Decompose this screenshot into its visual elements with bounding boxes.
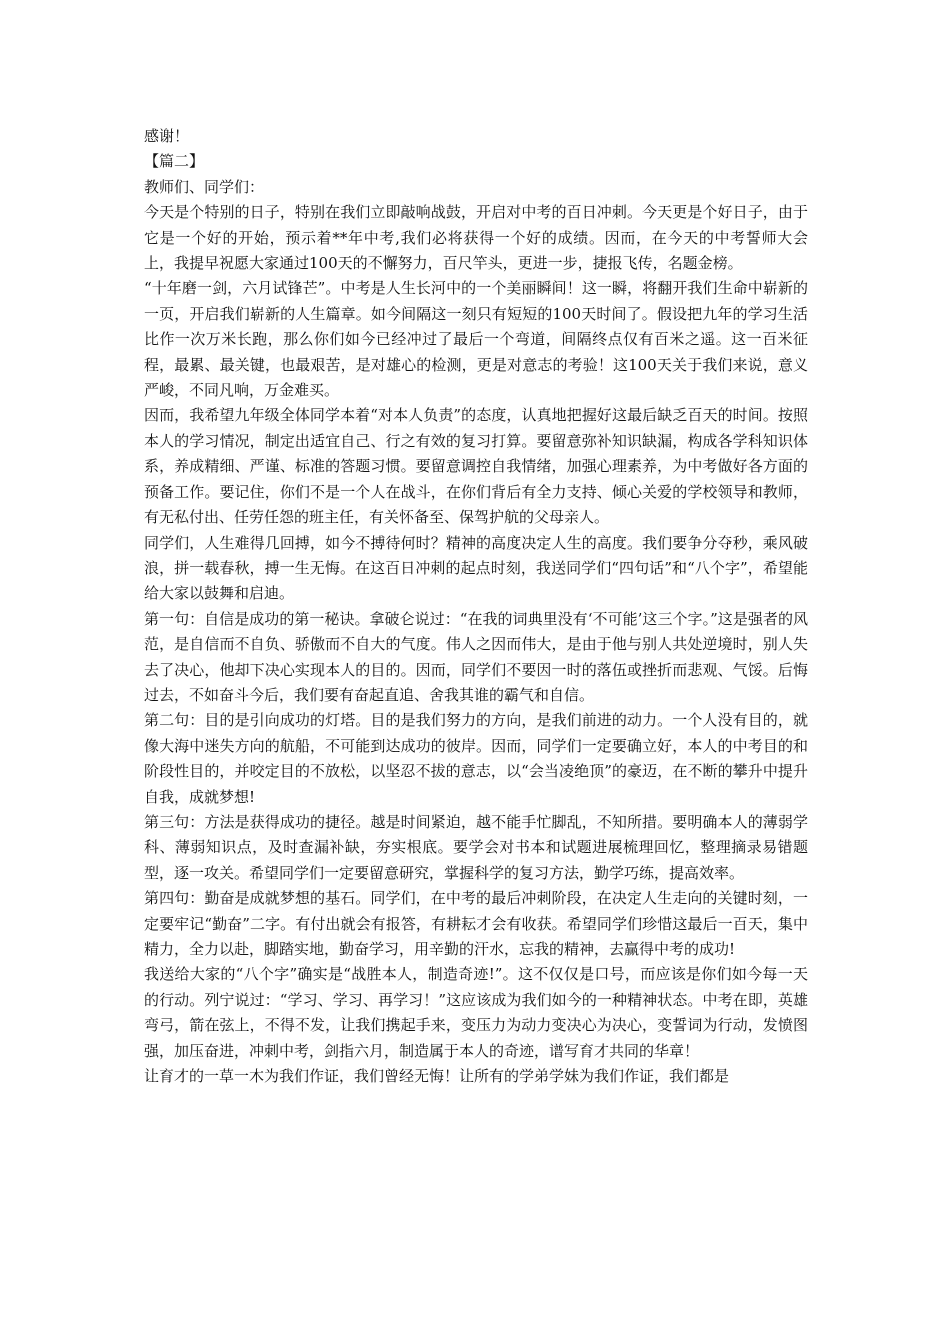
paragraph-hundred-days: “十年磨一剑，六月试锋芒”。中考是人生长河中的一个美丽瞬间！这一瞬，将翻开我们生命中崭新的一页，开启我们崭新的人生篇章。如今间隔这一刻只有短短的100天时间了。假设把九年的学习生活比作一次万米长跑，那么你们如今已经冲过了最后一个弯道，间隔终点仅有百米之遥。这一百米征程，最累、最关键，也最艰苦，是对雄心的检测，更是对意志的考验！这100天关于我们来说，意义严峻，不同凡响，万金难买。: [144, 279, 808, 400]
paragraph-fourth-sentence: 第四句：勤奋是成就梦想的基石。同学们，在中考的最后冲刺阶段，在决定人生走向的关键时刻，一定要牢记“勤奋”二字。有付出就会有报答，有耕耘才会有收获。希望同学们珍惜这最后一百天，集中精力，全力以赴，脚踏实地，勤奋学习，用辛勤的汗水，忘我的精神，去赢得中考的成功!: [144, 889, 808, 958]
paragraph-second-sentence: 第二句：目的是引向成功的灯塔。目的是我们努力的方向，是我们前进的动力。一个人没有目的，就像大海中迷失方向的航船，不可能到达成功的彼岸。因而，同学们一定要确立好，本人的中考目的和阶段性目的，并咬定目的不放松，以坚忍不拔的意志，以“会当凌绝顶”的豪迈，在不断的攀升中提升自我，成就梦想!: [144, 711, 808, 806]
paragraph-closing: 让育才的一草一木为我们作证，我们曾经无悔！让所有的学弟学妹为我们作证，我们都是: [144, 1067, 730, 1086]
salutation: 教师们、同学们：: [144, 177, 265, 196]
paragraph-intro: 今天是个特别的日子，特别在我们立即敲响战鼓，开启对中考的百日冲刺。今天更是个好日子，由于它是一个好的开始，预示着**年中考,我们必将获得一个好的成绩。因而，在今天的中考誓师大会上，我提早祝愿大家通过100天的不懈努力，百尺竿头，更进一步，捷报飞传，名题金榜。: [144, 203, 808, 273]
document-body: [144, 124, 808, 1089]
paragraph-thanks: 感谢！: [144, 127, 190, 145]
paragraph-responsibility: 因而，我希望九年级全体同学本着“对本人负责”的态度，认真地把握好这最后缺乏百天的时间。按照本人的学习情况，制定出适宜自己、行之有效的复习打算。要留意弥补知识缺漏，构成各学科知识体系，养成精细、严谨、标准的答题习惯。要留意调控自我情绪，加强心理素养，为中考做好各方面的预备工作。要记住，你们不是一个人在战斗，在你们背后有全力支持、倾心关爱的学校领导和教师，有无私付出、任劳任怨的班主任，有关怀备至、保驾护航的父母亲人。: [144, 406, 808, 527]
paragraph-third-sentence: 第三句：方法是获得成功的捷径。越是时间紧迫，越不能手忙脚乱，不知所措。要明确本人的薄弱学科、薄弱知识点，及时查漏补缺，夯实根底。要学会对书本和试题进展梳理回忆，整理摘录易错题型，逐一攻关。希望同学们一定要留意研究，掌握科学的复习方法，勤学巧练，提高效率。: [144, 812, 808, 882]
paragraph-eight-characters: 我送给大家的“八个字”确实是“战胜本人，制造奇迹!”。这不仅仅是口号，而应该是你们如今每一天的行动。列宁说过：“学习、学习、再学习！”这应该成为我们如今的一种精神状态。中考在即，英雄弯弓，箭在弦上，不得不发，让我们携起手来，变压力为动力变决心为决心，变誓词为行动，发愤图强，加压奋进，冲刺中考，剑指六月，制造属于本人的奇迹，谱写育才共同的华章！: [144, 965, 808, 1060]
section-heading: 【篇二】: [144, 152, 205, 171]
paragraph-first-sentence: 第一句：自信是成功的第一秘诀。拿破仑说过：“在我的词典里没有‘不可能’这三个字。”这是强者的风范，是自信而不自负、骄傲而不自大的气度。伟人之因而伟大，是由于他与别人共处逆境时，别人失去了决心，他却下决心实现本人的目的。因而，同学们不要因一时的落伍或挫折而悲观、气馁。后悔过去，不如奋斗今后，我们要有奋起直追、舍我其谁的霸气和自信。: [144, 609, 808, 704]
paragraph-four-sentences: 同学们，人生难得几回搏，如今不搏待何时？精神的高度决定人生的高度。我们要争分夺秒，乘风破浪，拼一载春秋，搏一生无悔。在这百日冲刺的起点时刻，我送同学们“四句话”和“八个字”，希望能给大家以鼓舞和启迪。: [144, 533, 808, 603]
